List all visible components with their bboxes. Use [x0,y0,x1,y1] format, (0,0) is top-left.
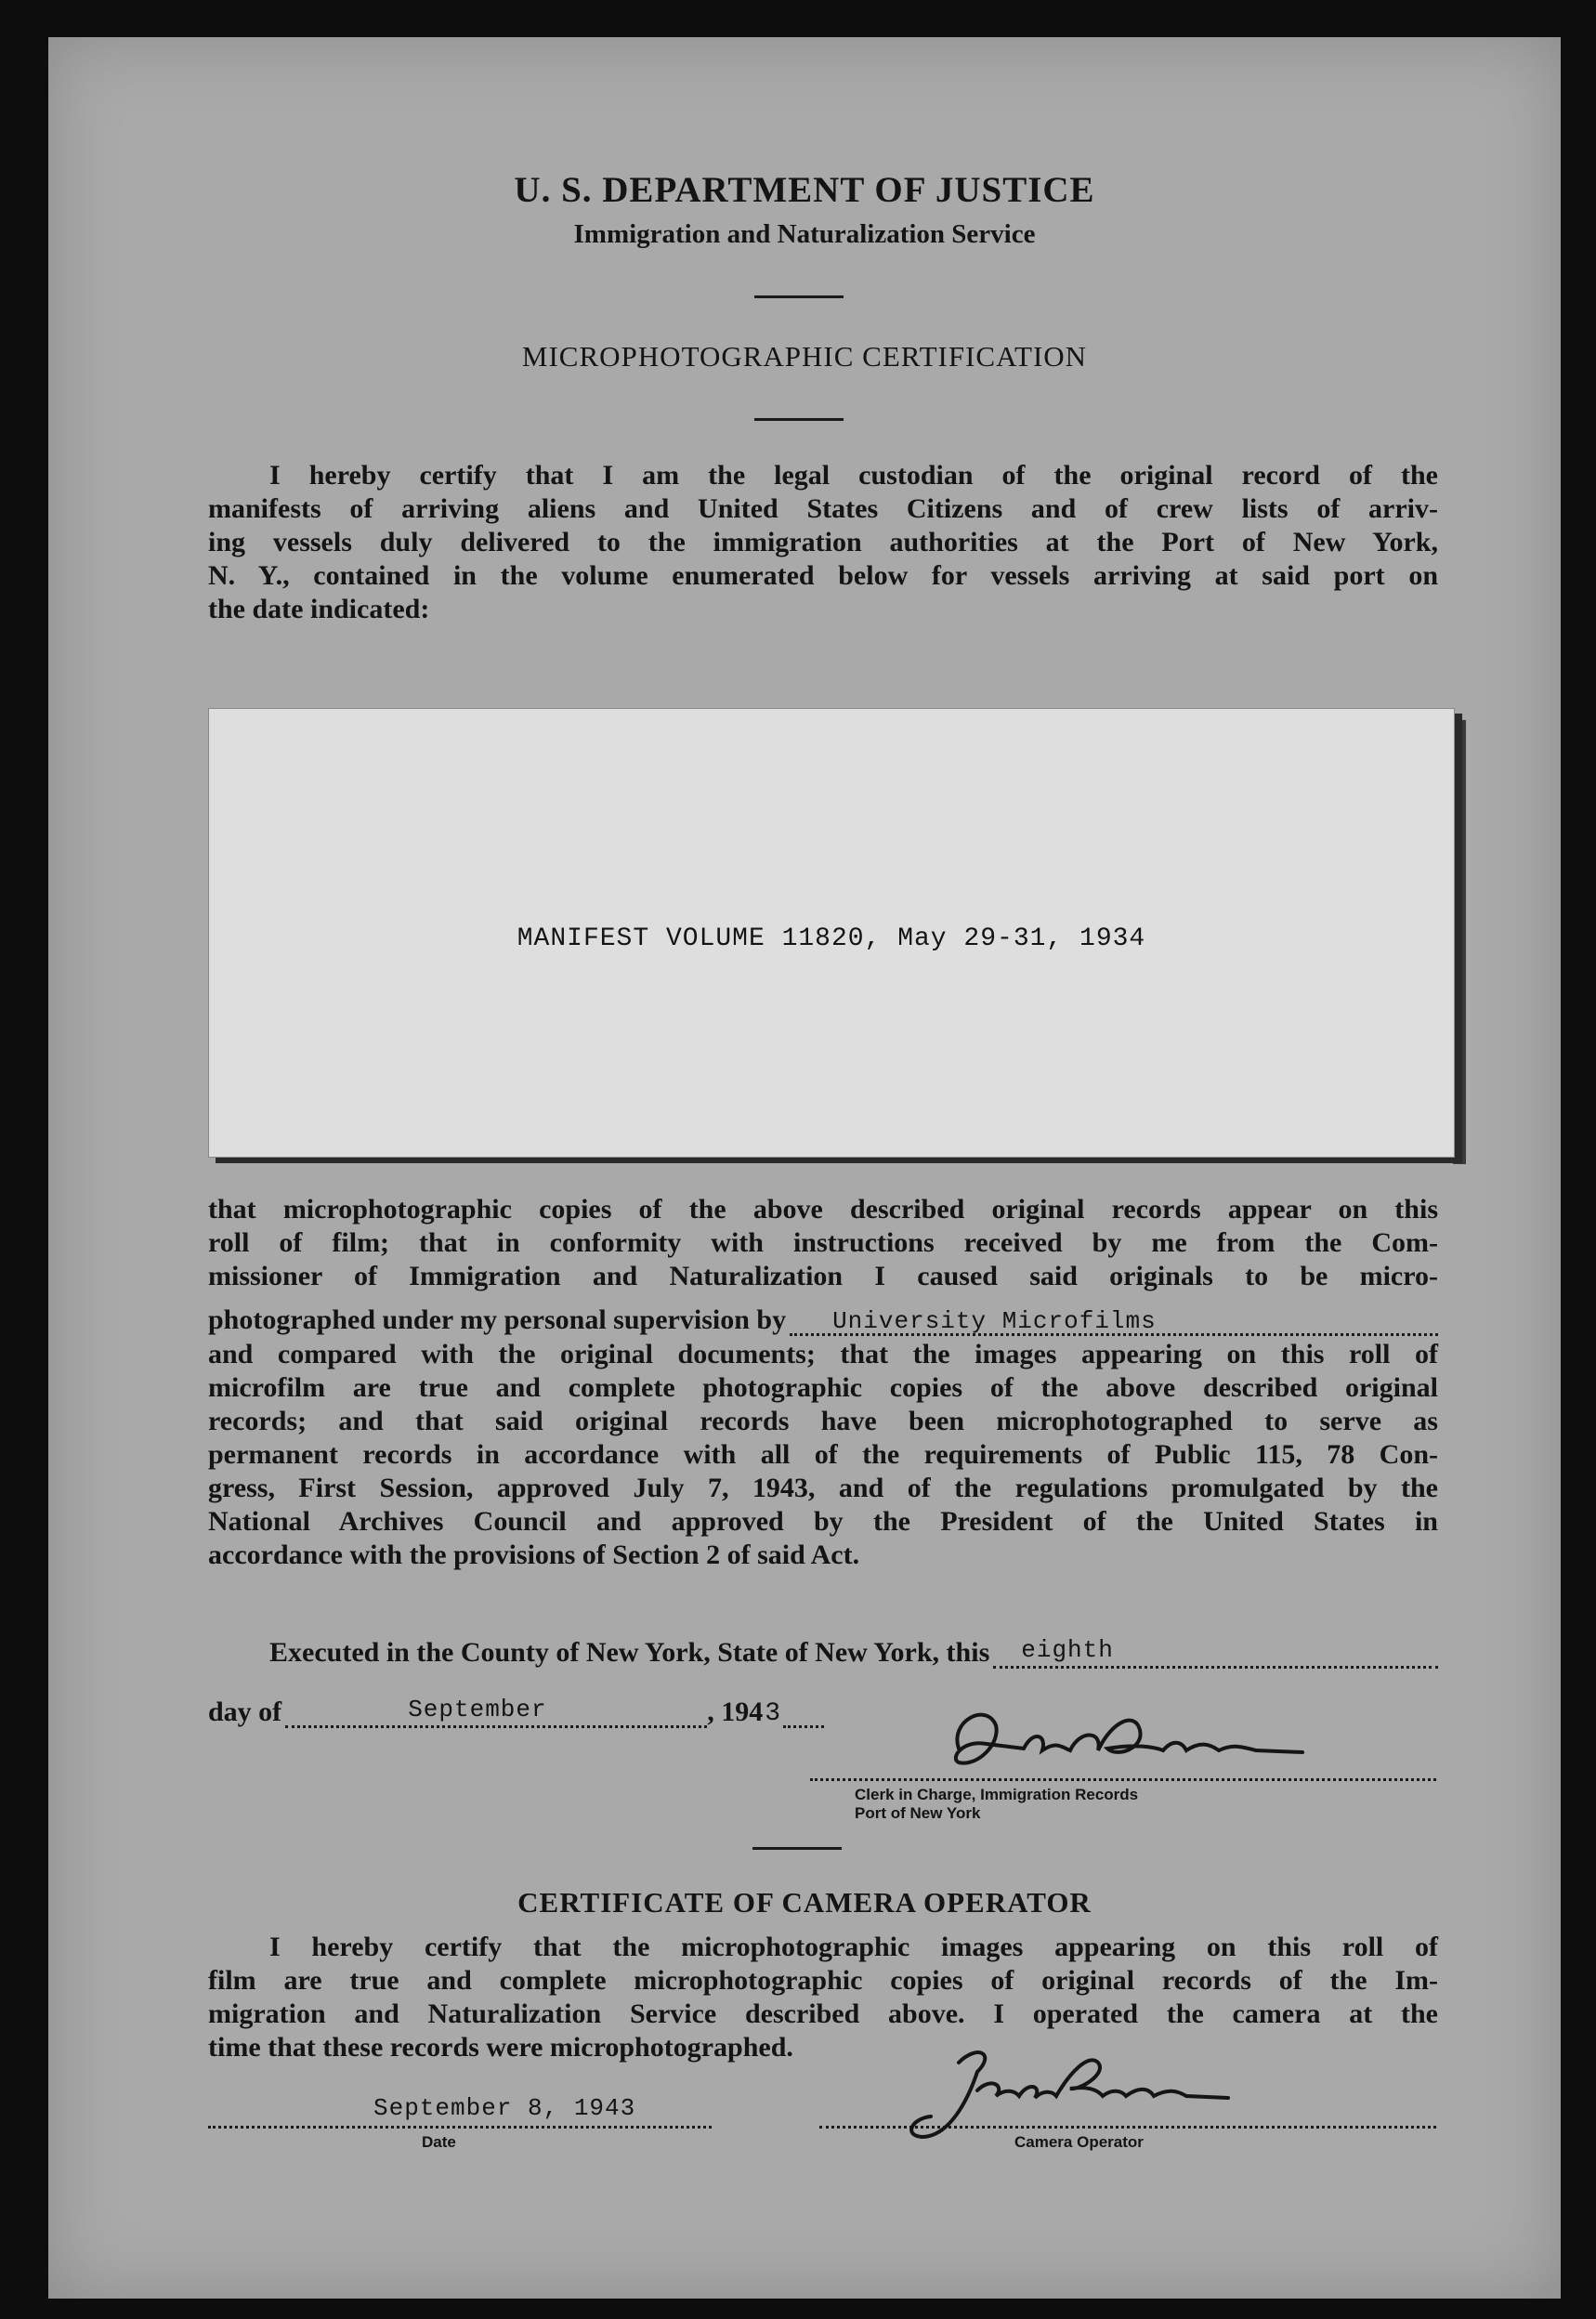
text-line: missioner of Immigration and Naturalization I caused said originals to be micro- [208,1261,1438,1291]
text-line: permanent records in accordance with all of the requirements of Public 115, 78 Con- [208,1439,1438,1470]
supervision-line [208,1304,1438,1336]
text-line: gress, First Session, approved July 7, 1943, and of the regulations promulgated by the [208,1473,1438,1503]
card-shadow-edge [1453,720,1466,1164]
text-line: the date indicated: [208,594,430,624]
department-title: U. S. DEPARTMENT OF JUSTICE [514,170,1095,210]
executed-line [269,1637,1438,1669]
text-line: film are true and complete microphotographic copies of original records of the Im- [208,1965,1438,1996]
text-line: National Archives Council and approved by the President of the United States in [208,1506,1438,1537]
divider [754,418,844,421]
executed-day-value: eighth [1021,1636,1114,1664]
clerk-port: Port of New York [855,1804,981,1822]
text-line: microfilm are true and complete photographic copies of the above described original [208,1372,1438,1403]
operator-label: Camera Operator [1014,2133,1144,2151]
day-of-line [208,1697,824,1728]
manifest-volume-text: MANIFEST VOLUME 11820, May 29-31, 1934 [517,924,1146,953]
supervision-fill [790,1307,1438,1336]
text-line: ing vessels duly delivered to the immigration authorities at the Port of New York, [208,527,1438,557]
text-line: I hereby certify that the microphotographic images appearing on this roll of [269,1932,1438,1962]
text-line: that microphotographic copies of the above described original records appear on this [208,1194,1438,1225]
year-prefix: , 194 [707,1697,764,1727]
text-line: manifests of arriving aliens and United States Citizens and of crew lists of arriv- [208,493,1438,524]
day-of-label: day of [208,1697,282,1727]
certification-title: MICROPHOTOGRAPHIC CERTIFICATION [521,340,1088,373]
executed-label: Executed in the County of New York, State of New York, this [269,1637,990,1668]
year-fill [783,1703,824,1728]
camera-operator-title: CERTIFICATE OF CAMERA OPERATOR [517,1886,1092,1919]
text-line: and compared with the original documents; that the images appearing on this roll of [208,1339,1438,1369]
supervision-label: photographed under my personal supervision by [208,1304,787,1335]
text-line: migration and Naturalization Service described above. I operated the camera at the [208,1998,1438,2029]
clerk-signature [922,1693,1377,1786]
clerk-title: Clerk in Charge, Immigration Records [855,1786,1139,1803]
month-fill [285,1696,707,1728]
volume-card [208,708,1455,1158]
text-line: accordance with the provisions of Section 2 of said Act. [208,1539,860,1570]
text-line: time that these records were microphotographed. [208,2032,793,2063]
certificate-sheet [48,37,1561,2299]
year-digit: 3 [765,1699,781,1728]
text-line: N. Y., contained in the volume enumerated below for vessels arriving at said port on [208,560,1438,591]
intro-paragraph [208,459,1438,626]
month-value: September [408,1696,547,1723]
divider [754,295,844,298]
date-line [208,2122,712,2129]
executed-day-fill [993,1636,1438,1669]
service-subtitle: Immigration and Naturalization Service [573,219,1036,249]
text-line: records; and that said original records have been microphotographed to serve as [208,1406,1438,1436]
body-paragraph-b [208,1338,1438,1572]
text-line: I hereby certify that I am the legal custodian of the original record of the [269,460,1438,491]
supervision-value: University Microfilms [832,1307,1157,1335]
date-label: Date [422,2133,456,2151]
text-line: roll of film; that in conformity with instructions received by me from the Com- [208,1227,1438,1258]
date-value: September 8, 1943 [373,2094,636,2122]
body-paragraph-a [208,1193,1438,1293]
divider [752,1847,842,1850]
